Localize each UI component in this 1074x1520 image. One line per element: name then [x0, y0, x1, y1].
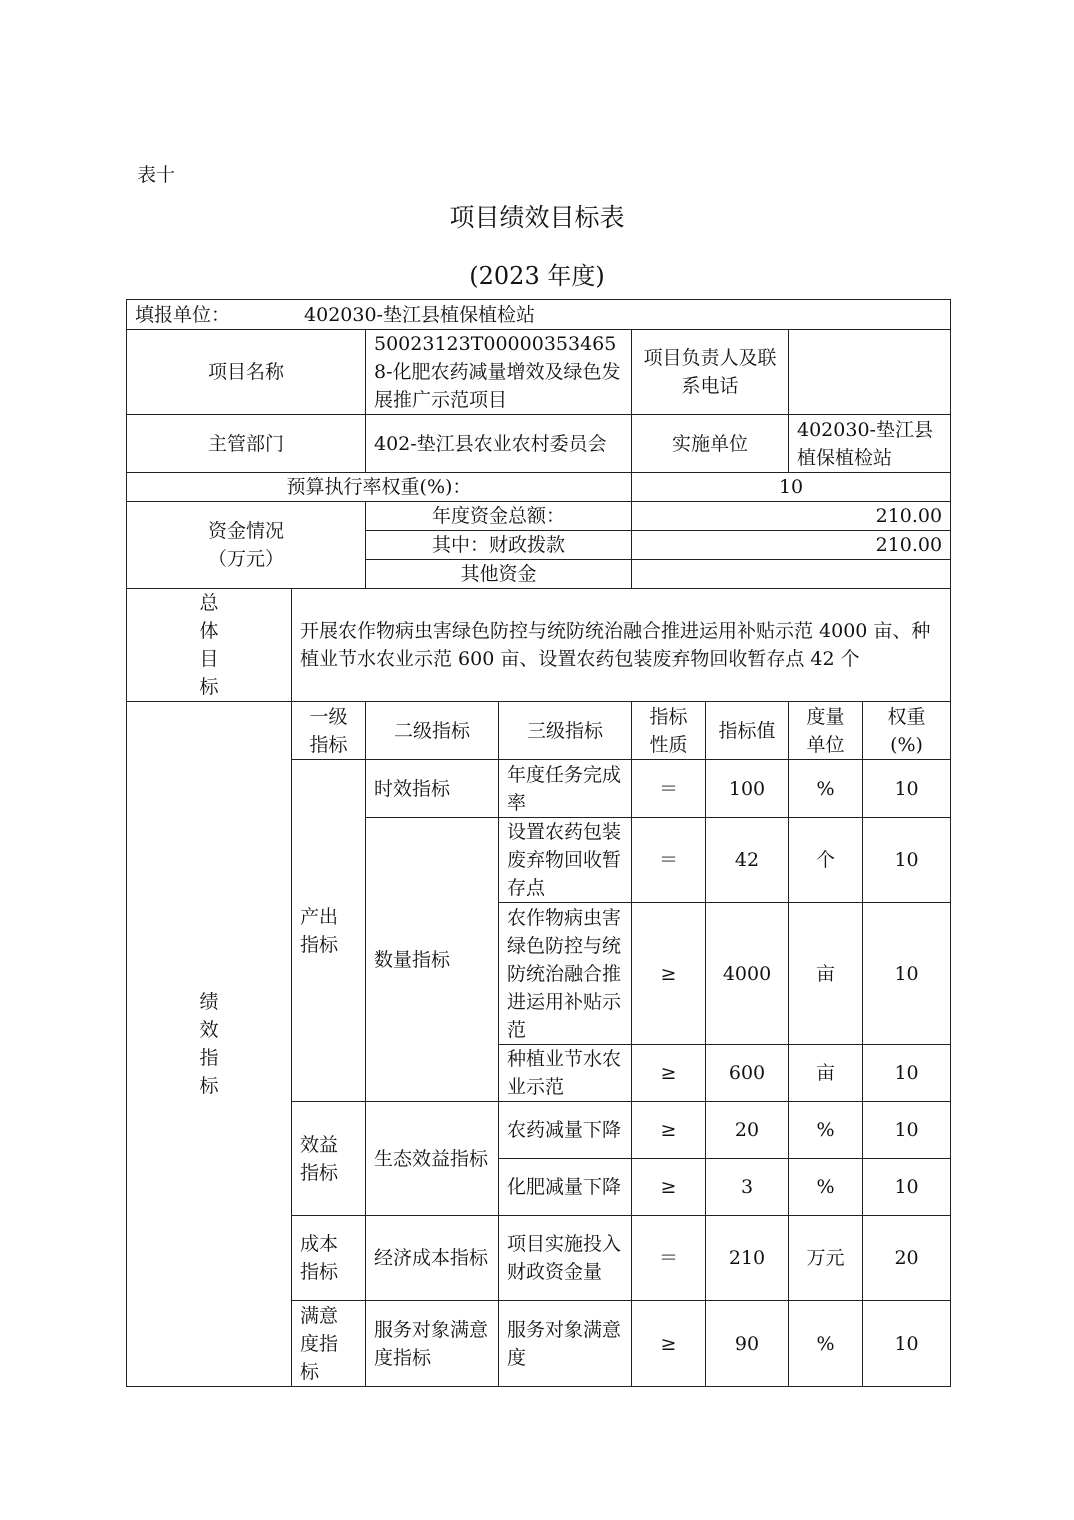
- header-level3: 三级指标: [499, 702, 632, 760]
- row-budget-weight: [127, 473, 951, 502]
- indicator-name: 种植业节水农业示范: [499, 1045, 632, 1102]
- indicator-value: 100: [706, 760, 789, 818]
- indicator-nature: ≥: [632, 1301, 706, 1387]
- funds-total-value: 210.00: [632, 502, 951, 531]
- performance-target-table: [126, 299, 951, 1387]
- group-cost: 成本 指标: [292, 1216, 366, 1301]
- indicator-unit: 亩: [789, 1045, 863, 1102]
- header-nature: 指标 性质: [632, 702, 706, 760]
- indicator-nature: ≥: [632, 1102, 706, 1159]
- funds-fiscal-label: 其中：财政拨款: [366, 531, 632, 560]
- indicator-value: 20: [706, 1102, 789, 1159]
- header-unit: 度量 单位: [789, 702, 863, 760]
- indicator-unit: 亩: [789, 903, 863, 1045]
- project-name-label: 项目名称: [127, 330, 366, 415]
- indicator-name: 设置农药包装废弃物回收暂存点: [499, 818, 632, 903]
- budget-weight-label: 预算执行率权重(%)：: [127, 473, 632, 502]
- project-leader-label-text: 项目负责人及联系电话: [643, 347, 777, 397]
- indicator-nature: ＝: [632, 760, 706, 818]
- row-overall-goal: [127, 589, 951, 702]
- indicator-weight: 10: [863, 1045, 951, 1102]
- row-project-name: [127, 330, 951, 415]
- row-reporting-unit: [127, 300, 951, 330]
- indicator-name: 农药减量下降: [499, 1102, 632, 1159]
- group-output: 产出 指标: [292, 760, 366, 1102]
- indicator-nature: ≥: [632, 1159, 706, 1216]
- project-leader-value: [789, 330, 951, 415]
- funds-label: [127, 502, 366, 589]
- group-satisfaction: 满意 度指 标: [292, 1301, 366, 1387]
- level2-eco: 生态效益指标: [366, 1102, 499, 1216]
- indicator-weight: 10: [863, 1301, 951, 1387]
- budget-weight-value: 10: [632, 473, 951, 502]
- indicator-value: 4000: [706, 903, 789, 1045]
- performance-indicators-label: 绩 效 指 标: [127, 702, 292, 1387]
- department-label: 主管部门: [127, 415, 366, 473]
- header-level1: 一级 指标: [292, 702, 366, 760]
- overall-goal-label: 总 体 目 标: [127, 589, 292, 702]
- header-value: 指标值: [706, 702, 789, 760]
- row-department: [127, 415, 951, 473]
- overall-goal-text: 开展农作物病虫害绿色防控与统防统治融合推进运用补贴示范 4000 亩、种植业节水农业示范 600 亩、设置农药包装废弃物回收暂存点 42 个: [292, 589, 951, 702]
- project-leader-label: [632, 330, 789, 415]
- level2-timeliness: 时效指标: [366, 760, 499, 818]
- funds-total-label: 年度资金总额：: [366, 502, 632, 531]
- indicator-weight: 10: [863, 1102, 951, 1159]
- indicator-value: 600: [706, 1045, 789, 1102]
- implementing-unit-label: 实施单位: [632, 415, 789, 473]
- implementing-unit-value: 402030-垫江县植保植检站: [789, 415, 951, 473]
- indicator-nature: ≥: [632, 903, 706, 1045]
- funds-other-label: 其他资金: [366, 560, 632, 589]
- indicator-unit: 万元: [789, 1216, 863, 1301]
- indicator-nature: ＝: [632, 1216, 706, 1301]
- indicator-unit: 个: [789, 818, 863, 903]
- table-number: 表十: [137, 164, 176, 186]
- department-value: 402-垫江县农业农村委员会: [366, 415, 632, 473]
- funds-label-line2: （万元）: [207, 548, 284, 570]
- indicator-weight: 10: [863, 903, 951, 1045]
- level2-econ-cost: 经济成本指标: [366, 1216, 499, 1301]
- level2-quantity: 数量指标: [366, 818, 499, 1102]
- row-funds-total: [127, 502, 951, 531]
- funds-fiscal-value: 210.00: [632, 531, 951, 560]
- indicator-weight: 10: [863, 760, 951, 818]
- indicator-name: 服务对象满意度: [499, 1301, 632, 1387]
- indicator-nature: ≥: [632, 1045, 706, 1102]
- indicator-value: 3: [706, 1159, 789, 1216]
- indicator-unit: %: [789, 760, 863, 818]
- group-benefit: 效益 指标: [292, 1102, 366, 1216]
- indicator-unit: %: [789, 1102, 863, 1159]
- header-level2: 二级指标: [366, 702, 499, 760]
- funds-other-value: [632, 560, 951, 589]
- reporting-unit-cell: [127, 300, 951, 330]
- indicator-nature: ＝: [632, 818, 706, 903]
- indicator-weight: 20: [863, 1216, 951, 1301]
- indicator-name: 项目实施投入财政资金量: [499, 1216, 632, 1301]
- indicator-weight: 10: [863, 1159, 951, 1216]
- indicator-name: 农作物病虫害绿色防控与统防统治融合推进运用补贴示范: [499, 903, 632, 1045]
- funds-label-line1: 资金情况: [207, 520, 284, 542]
- row-indicator-headers: [127, 702, 951, 760]
- indicator-unit: %: [789, 1159, 863, 1216]
- indicator-name: 化肥减量下降: [499, 1159, 632, 1216]
- header-weight: 权重 (%): [863, 702, 951, 760]
- indicator-weight: 10: [863, 818, 951, 903]
- indicator-unit: %: [789, 1301, 863, 1387]
- indicator-value: 90: [706, 1301, 789, 1387]
- project-name-value: 50023123T000003534658-化肥农药减量增效及绿色发展推广示范项目: [366, 330, 632, 415]
- indicator-name: 年度任务完成率: [499, 760, 632, 818]
- indicator-value: 42: [706, 818, 789, 903]
- reporting-unit-label: 填报单位：: [135, 303, 231, 326]
- page-subtitle-year: (2023 年度): [469, 262, 605, 290]
- reporting-unit-value: 402030-垫江县植保植检站: [304, 303, 535, 326]
- page-title: 项目绩效目标表: [449, 203, 625, 232]
- level2-service: 服务对象满意度指标: [366, 1301, 499, 1387]
- indicator-value: 210: [706, 1216, 789, 1301]
